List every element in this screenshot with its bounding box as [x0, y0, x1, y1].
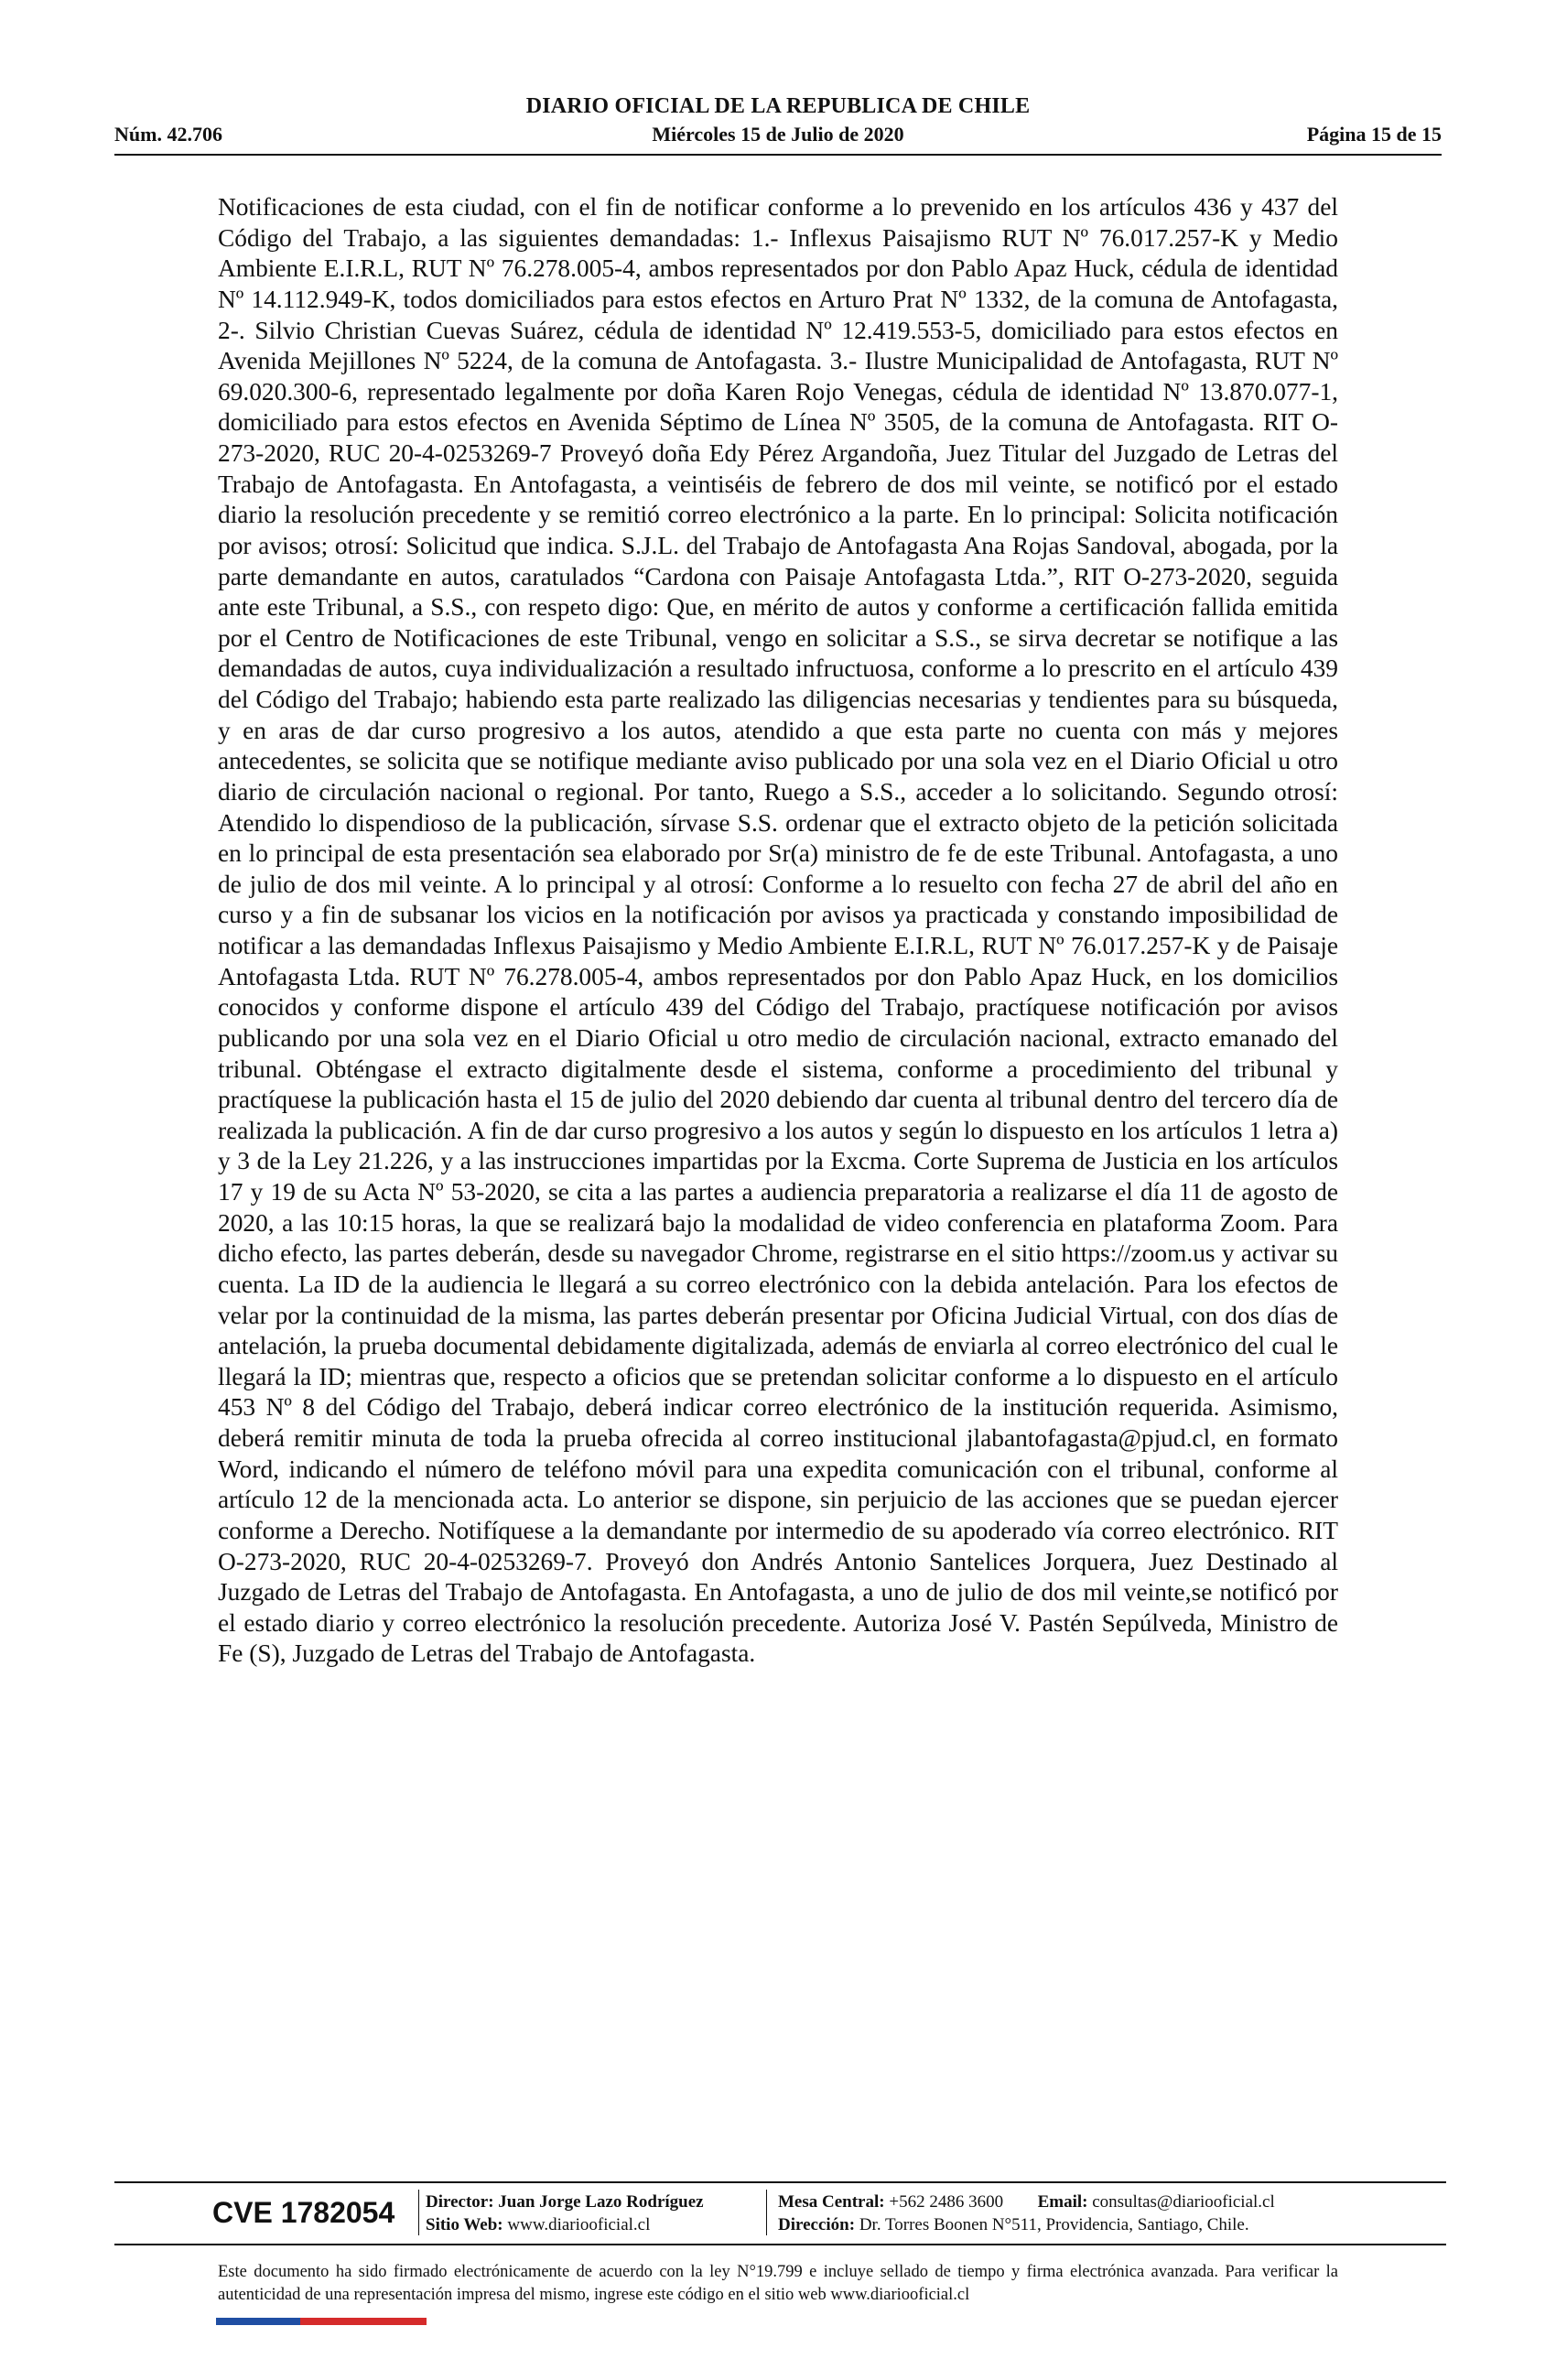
email-label: Email:	[1037, 2192, 1088, 2212]
address-label: Dirección:	[778, 2215, 856, 2234]
header-divider	[114, 154, 1442, 156]
footer-divider-top	[114, 2181, 1446, 2183]
web-label: Sitio Web:	[426, 2215, 503, 2234]
footer-contact-block	[778, 2191, 1275, 2236]
address-value: Dr. Torres Boonen N°511, Providencia, Santiago, Chile.	[859, 2215, 1249, 2234]
page-header	[114, 90, 1442, 156]
cve-code: CVE 1782054	[212, 2196, 395, 2229]
email-value: consultas@diariooficial.cl	[1092, 2192, 1275, 2212]
footer-separator	[766, 2190, 767, 2235]
flag-red-stripe	[300, 2318, 427, 2325]
mesa-value: +562 2486 3600	[889, 2192, 1004, 2212]
mesa-label: Mesa Central:	[778, 2192, 885, 2212]
chile-flag-stripe	[216, 2318, 427, 2325]
flag-blue-stripe	[216, 2318, 300, 2325]
director-label: Director:	[426, 2192, 494, 2212]
body-paragraph: Notificaciones de esta ciudad, con el fin de notificar conforme a lo prevenido en los artículos 436 y 437 del Código del Trabajo, a las siguientes demandadas: 1.- Inflexus Paisajismo RUT Nº 76.017.257-K y Medio Ambiente E.I.R.L, RUT Nº 76.278.005-4, ambos representados por don Pablo Apaz Huck, cédula de identidad Nº 14.112.949-K, todos domiciliados para estos efectos en Arturo Prat Nº 1332, de la comuna de Antofagasta, 2-. Silvio Christian Cuevas Suárez, cédula de identidad Nº 12.419.553-5, domiciliado para estos efectos en Avenida Mejillones Nº 5224, de la comuna de Antofagasta. 3.- Ilustre Municipalidad de Antofagasta, RUT Nº 69.020.300-6, representado legalmente por doña Karen Rojo Venegas, cédula de identidad Nº 13.870.077-1, domiciliado para estos efectos en Avenida Séptimo de Línea Nº 3505, de la comuna de Antofagasta. RIT O-273-2020, RUC 20-4-0253269-7 Proveyó doña Edy Pérez Argandoña, Juez Titular del Juzgado de Letras del Trabajo de Antofagasta. En Antofagasta, a veintiséis de febrero de dos mil veinte, se notificó por el estado diario la resolución precedente y se remitió correo electrónico a la parte. En lo principal: Solicita notificación por avisos; otrosí: Solicitud que indica. S.J.L. del Trabajo de Antofagasta Ana Rojas Sandoval, abogada, por la parte demandante en autos, caratulados “Cardona con Paisaje Antofagasta Ltda.”, RIT O-273-2020, seguida ante este Tribunal, a S.S., con respeto digo: Que, en mérito de autos y conforme a certificación fallida emitida por el Centro de Notificaciones de este Tribunal, vengo en solicitar a S.S., se sirva decretar se notifique a las demandadas de autos, cuya individualización a resultado infructuosa, conforme a lo prescrito en el artículo 439 del Código del Trabajo; habiendo esta parte realizado las diligencias necesarias y tendientes para su búsqueda, y en aras de dar curso progresivo a los autos, atendido a que esta parte no cuenta con más y mejores antecedentes, se solicita que se notifique mediante aviso publicado por una sola vez en el Diario Oficial u otro diario de circulación nacional o regional. Por tanto, Ruego a S.S., acceder a lo solicitando. Segundo otrosí: Atendido lo dispendioso de la publicación, sírvase S.S. ordenar que el extracto objeto de la petición solicitada en lo principal de esta presentación sea elaborado por Sr(a) ministro de fe de este Tribunal. Antofagasta, a uno de julio de dos mil veinte. A lo principal y al otrosí: Conforme a lo resuelto con fecha 27 de abril del año en curso y a fin de subsanar los vicios en la notificación por avisos ya practicada y constando imposibilidad de notificar a las demandadas Inflexus Paisajismo y Medio Ambiente E.I.R.L, RUT Nº 76.017.257-K y de Paisaje Antofagasta Ltda. RUT Nº 76.278.005-4, ambos representados por don Pablo Apaz Huck, en los domicilios conocidos y conforme dispone el artículo 439 del Código del Trabajo, practíquese notificación por avisos publicando por una sola vez en el Diario Oficial u otro medio de circulación nacional, extracto emanado del tribunal. Obténgase el extracto digitalmente desde el sistema, conforme a procedimiento del tribunal y practíquese la publicación hasta el 15 de julio del 2020 debiendo dar cuenta al tribunal dentro del tercero día de realizada la publicación. A fin de dar curso progresivo a los autos y según lo dispuesto en los artículos 1 letra a) y 3 de la Ley 21.226, y a las instrucciones impartidas por la Excma. Corte Suprema de Justicia en los artículos 17 y 19 de su Acta Nº 53-2020, se cita a las partes a audiencia preparatoria a realizarse el día 11 de agosto de 2020, a las 10:15 horas, la que se realizará bajo la modalidad de video conferencia en plataforma Zoom. Para dicho efecto, las partes deberán, desde su navegador Chrome, registrarse en el sitio https://zoom.us y activar su cuenta. La ID de la audiencia le llegará a su correo electrónico con la debida antelación. Para los efectos de velar por la continuidad de la misma, las partes deberán presentar por Oficina Judicial Virtual, con dos días de antelación, la prueba documental debidamente digitalizada, además de enviarla al correo electrónico del cual le llegará la ID; mientras que, respecto a oficios que se pretendan solicitar conforme a lo dispuesto en el artículo 453 Nº 8 del Código del Trabajo, deberá indicar correo electrónico de la institución requerida. Asimismo, deberá remitir minuta de toda la prueba ofrecida al correo institucional jlabantofagasta@pjud.cl, en formato Word, indicando el número de teléfono móvil para una expedita comunicación con el tribunal, conforme al artículo 12 de la mencionada acta. Lo anterior se dispone, sin perjuicio de las acciones que se puedan ejercer conforme a Derecho. Notifíquese a la demandante por intermedio de su apoderado vía correo electrónico. RIT O-273-2020, RUC 20-4-0253269-7. Proveyó don Andrés Antonio Santelices Jorquera, Juez Destinado al Juzgado de Letras del Trabajo de Antofagasta. En Antofagasta, a uno de julio de dos mil veinte,se notificó por el estado diario y correo electrónico la resolución precedente. Autoriza José V. Pastén Sepúlveda, Ministro de Fe (S), Juzgado de Letras del Trabajo de Antofagasta.	[218, 193, 1338, 1668]
web-value: www.diariooficial.cl	[507, 2215, 651, 2234]
director-name: Juan Jorge Lazo Rodríguez	[498, 2192, 704, 2212]
footer-divider-bottom	[114, 2244, 1446, 2245]
page-number: Página 15 de 15	[1306, 123, 1442, 146]
issue-date: Miércoles 15 de Julio de 2020	[652, 123, 904, 146]
footer-separator	[418, 2190, 419, 2235]
issue-number: Núm. 42.706	[114, 123, 222, 146]
footer-director-block	[426, 2191, 704, 2236]
document-body	[218, 192, 1338, 1670]
publication-title: DIARIO OFICIAL DE LA REPUBLICA DE CHILE	[525, 94, 1031, 118]
signature-disclaimer: Este documento ha sido firmado electrónicamente de acuerdo con la ley N°19.799 e incluye sellado de tiempo y firma electrónica avanzada. Para verificar la autenticidad de una representación impresa del mismo, ingrese este código en el sitio web www.diariooficial.cl	[218, 2263, 1338, 2304]
